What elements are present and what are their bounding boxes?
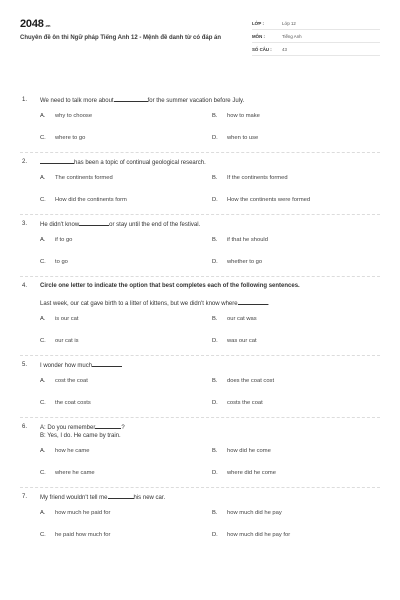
options <box>20 105 380 149</box>
site-logo[interactable] <box>20 18 230 30</box>
meta-label: SỐ CÂU : <box>252 46 272 52</box>
question-text: We need to talk more about for the summer vacation before July. <box>40 98 245 104</box>
options <box>20 229 380 273</box>
option-a[interactable]: A. The continents formed <box>40 175 113 181</box>
meta-value: 43 <box>282 46 287 52</box>
question-instruction: Circle one letter to indicate the option that best completes each of the following sentences. <box>40 283 300 289</box>
divider <box>20 417 380 418</box>
meta-row-subject <box>252 30 380 43</box>
answer-blank <box>238 299 268 305</box>
document-meta <box>252 17 380 56</box>
question-list <box>20 96 380 546</box>
question-1 <box>20 96 380 149</box>
question-text: A: Do you remember ? <box>40 425 125 431</box>
question-number: 2. <box>22 159 28 165</box>
option-a[interactable]: A. if to go <box>40 237 73 243</box>
document-header <box>20 18 380 68</box>
option-c[interactable]: C. our cat is <box>40 338 79 344</box>
option-a[interactable]: A. how he came <box>40 448 90 454</box>
options <box>20 370 380 414</box>
option-c[interactable]: C. where he came <box>40 470 95 476</box>
option-c[interactable]: C. he paid how much for <box>40 532 111 538</box>
option-b[interactable]: B. if that he should <box>212 237 268 243</box>
option-b[interactable]: B. our cat was <box>212 316 257 322</box>
divider <box>20 276 380 277</box>
question-number: 1. <box>22 97 28 103</box>
question-number: 5. <box>22 362 28 368</box>
option-a[interactable]: A. why to choose <box>40 113 93 119</box>
question-number: 3. <box>22 221 28 227</box>
logo-domain: .vn <box>44 23 51 28</box>
option-c[interactable]: C. to go <box>40 259 68 265</box>
question-2 <box>20 158 380 211</box>
meta-label: MÔN : <box>252 33 265 39</box>
meta-row-count <box>252 43 380 56</box>
divider <box>20 214 380 215</box>
document-title: Chuyên đề ôn thi Ngữ pháp Tiếng Anh 12 - Mệnh đề danh từ có đáp án <box>20 35 222 41</box>
option-b[interactable]: B. how did he come <box>212 448 271 454</box>
question-7 <box>20 493 380 546</box>
options <box>20 502 380 546</box>
question-text: He didn't know or stay until the end of the festival. <box>40 222 201 228</box>
answer-blank <box>95 423 121 429</box>
question-text: has been a topic of continual geological research. <box>40 158 380 167</box>
option-d[interactable]: D. costs the coat <box>212 400 263 406</box>
answer-blank <box>108 493 134 499</box>
option-c[interactable]: C. the coat costs <box>40 400 91 406</box>
question-text: My friend wouldn't tell me his new car. <box>40 495 166 501</box>
option-a[interactable]: A. is our cat <box>40 316 79 322</box>
logo-text: 2048 <box>20 18 44 30</box>
option-d[interactable]: D. whether to go <box>212 259 263 265</box>
option-b[interactable]: B. how much did he pay <box>212 510 282 516</box>
option-d[interactable]: D. was our cat <box>212 338 257 344</box>
option-c[interactable]: C. where to go <box>40 135 86 141</box>
meta-value: Lớp 12 <box>282 20 296 26</box>
options <box>20 440 380 484</box>
answer-blank <box>79 220 109 226</box>
question-number: 7. <box>22 494 28 500</box>
meta-label: LỚP : <box>252 20 264 26</box>
question-number: 4. <box>22 283 28 289</box>
answer-blank <box>40 158 74 164</box>
question-5 <box>20 361 380 414</box>
meta-value: Tiếng Anh <box>282 33 302 39</box>
option-a[interactable]: A. cost the coat <box>40 378 88 384</box>
question-text: Last week, our cat gave birth to a litter of kittens, but we didn't know where . <box>40 301 270 307</box>
option-d[interactable]: D. where did he come <box>212 470 276 476</box>
answer-blank <box>114 96 148 102</box>
question-4 <box>20 282 380 352</box>
option-a[interactable]: A. how much he paid for <box>40 510 111 516</box>
option-b[interactable]: B. If the continents formed <box>212 175 288 181</box>
divider <box>20 355 380 356</box>
meta-row-class <box>252 17 380 30</box>
option-b[interactable]: B. how to make <box>212 113 260 119</box>
option-d[interactable]: D. How the continents were formed <box>212 197 311 203</box>
divider <box>20 487 380 488</box>
divider <box>20 152 380 153</box>
option-b[interactable]: B. does the coat cost <box>212 378 275 384</box>
option-c[interactable]: C. How did the continents form <box>40 197 127 203</box>
question-6 <box>20 423 380 484</box>
option-d[interactable]: D. how much did he pay for <box>212 532 291 538</box>
answer-blank <box>92 361 122 367</box>
options <box>20 167 380 211</box>
brand-block <box>20 18 230 43</box>
question-text: I wonder how much <box>40 361 380 370</box>
question-text-line-2: B: Yes, I do. He came by train. <box>40 433 121 439</box>
options <box>20 308 380 352</box>
question-number: 6. <box>22 424 28 430</box>
option-d[interactable]: D. when to use <box>212 135 259 141</box>
question-3 <box>20 220 380 273</box>
